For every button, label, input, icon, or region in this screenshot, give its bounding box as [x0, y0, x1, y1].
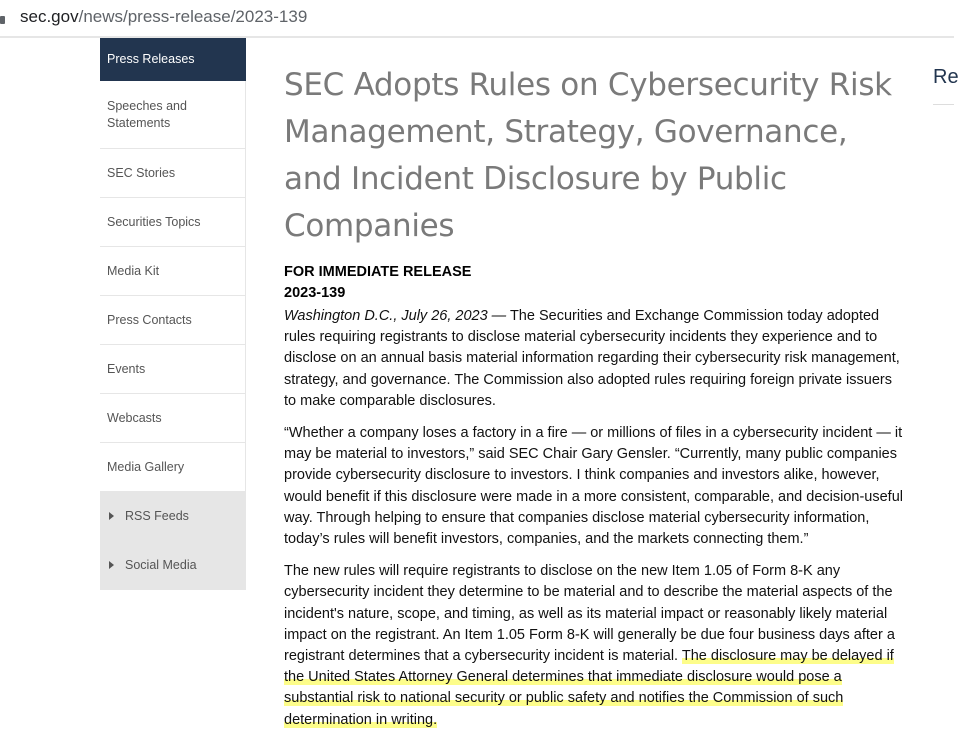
release-info [284, 262, 471, 304]
sidebar-item-press-releases[interactable] [100, 38, 246, 81]
sidebar-item-press-contacts[interactable] [100, 296, 246, 345]
paragraph-3-text: The new rules will require registrants to disclose on the new Item 1.05 of Form 8-K any cybersecurity incident they determine to be material and to describe the material aspects of the incident's nature, scope, and timing, as well as its material impact or reasonably likely material impact on the registrant. An Item 1.05 Form 8-K will generally be due four business days after a registrant determines that a cybersecurity incident is material. [284, 563, 895, 665]
caret-right-icon [109, 512, 114, 520]
sidebar-item-speeches[interactable] [100, 81, 246, 149]
right-column-divider [933, 104, 954, 105]
sidebar-item-label: RSS Feeds [125, 508, 189, 523]
sidebar-item-media-kit[interactable] [100, 247, 246, 296]
url-domain: sec.gov [20, 7, 79, 26]
sidebar-item-securities-topics[interactable] [100, 198, 246, 247]
sidebar-item-label: Securities Topics [107, 214, 201, 229]
paragraph-3 [284, 561, 906, 731]
sidebar-item-label: Webcasts [107, 410, 162, 425]
highlighted-text: The disclosure may be delayed if the United States Attorney General determines that immediate disclosure would pose a substantial risk to national security or public safety and notifies the Commission of such determination in writing. [284, 648, 894, 728]
page-title: SEC Adopts Rules on Cybersecurity Risk Management, Strategy, Governance, and Incident Disclosure by Public Companies [284, 67, 892, 244]
sidebar-item-media-gallery[interactable] [100, 443, 246, 492]
sidebar-item-label: Media Kit [107, 263, 160, 278]
release-number: 2023-139 [284, 285, 346, 301]
paragraph-2: “Whether a company loses a factory in a fire — or millions of files in a cybersecurity incident — it may be material to investors,” said SEC Chair Gary Gensler. “Currently, many public companies provide cybersecurity disclosure to investors. I think companies and investors alike, however, would benefit if this disclosure were made in a more consistent, comparable, and decision-useful way. Through helping to ensure that companies disclose material cybersecurity information, today’s rules will benefit investors, companies, and the markets connecting them.” [284, 425, 903, 548]
paragraph-1 [284, 306, 906, 412]
release-label: FOR IMMEDIATE RELEASE [284, 264, 472, 280]
sidebar-item-social-media[interactable] [100, 541, 246, 590]
sidebar-item-events[interactable] [100, 345, 246, 394]
lock-icon[interactable] [0, 10, 6, 24]
address-bar[interactable] [0, 0, 954, 38]
sidebar-item-sec-stories[interactable] [100, 149, 246, 198]
sidebar-item-label: Press Contacts [107, 312, 192, 327]
sidebar-item-label: Social Media [125, 557, 197, 572]
url-text[interactable] [20, 7, 307, 27]
sidebar-item-webcasts[interactable] [100, 394, 246, 443]
sidebar-item-label: SEC Stories [107, 165, 176, 180]
sidebar-item-rss-feeds[interactable] [100, 492, 246, 541]
article-body [284, 306, 906, 742]
caret-right-icon [109, 561, 114, 569]
url-path: /news/press-release/2023-139 [78, 7, 308, 26]
sidebar-item-label: Media Gallery [107, 459, 185, 474]
sidebar-item-label: Events [107, 361, 146, 376]
sidebar-item-label: Press Releases [107, 52, 195, 66]
sidebar-nav [100, 38, 246, 590]
right-column-heading: Re [933, 66, 959, 88]
sidebar-item-label: Speeches and Statements [107, 98, 187, 130]
paragraph-1-text: The Securities and Exchange Commission today adopted rules requiring registrants to disclose material cybersecurity incidents they experience and to disclose on an annual basis material information regarding their cybersecurity risk management, strategy, and governance. The Commission also adopted rules requiring foreign private issuers to make comparable disclosures. [284, 308, 900, 409]
dateline: Washington D.C., July 26, 2023 — [284, 308, 507, 324]
